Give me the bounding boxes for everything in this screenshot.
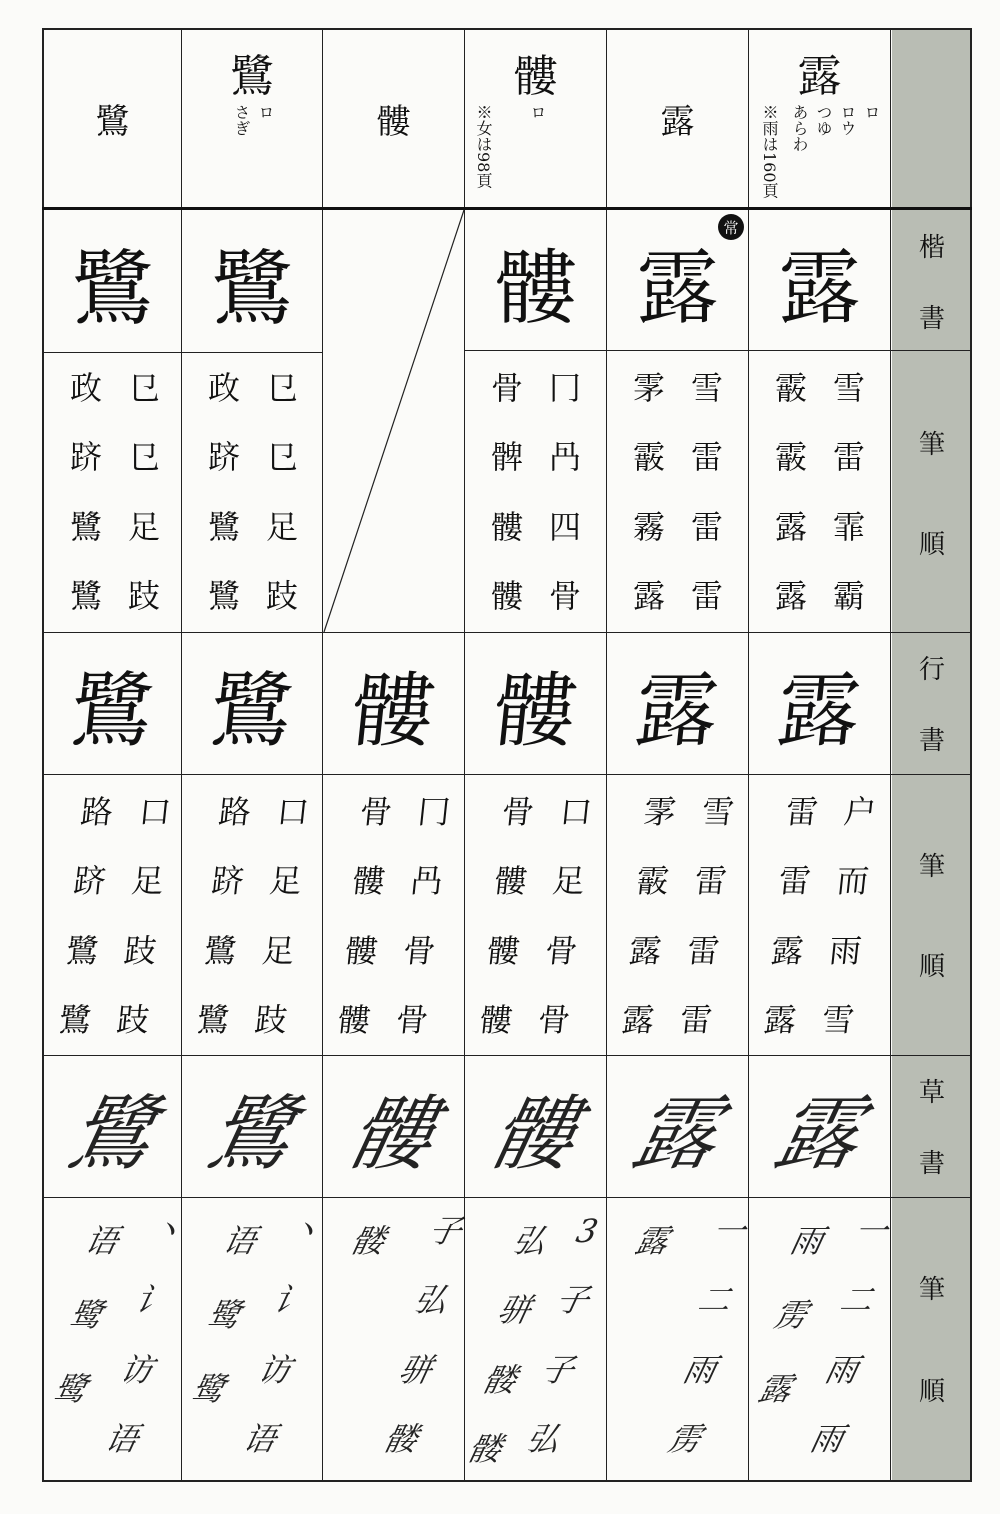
header-col2-kun: さぎ bbox=[232, 104, 251, 136]
stroke-column-kaisho-c5-right bbox=[685, 369, 729, 615]
stroke-step: 露 bbox=[632, 576, 665, 615]
stroke-step: 露 bbox=[631, 1222, 673, 1260]
stroke-step: 㔾 bbox=[127, 369, 160, 407]
header-col3-char: 髏 bbox=[376, 102, 411, 142]
header-col6-kun1: つゆ bbox=[814, 104, 833, 136]
stroke-step: 骈 bbox=[395, 1350, 436, 1389]
stroke-column-gyosho-c6-left bbox=[756, 793, 825, 1039]
stroke-step: 3 bbox=[572, 1212, 602, 1250]
joyo-badge: 常 bbox=[718, 214, 744, 240]
stroke-step: 讠 bbox=[131, 1281, 172, 1320]
sosho-col2: 鷺 bbox=[199, 1086, 302, 1182]
stroke-step: 骨 bbox=[394, 1000, 431, 1039]
stroke-step: 髅 bbox=[380, 1419, 421, 1458]
stroke-step: 雨 bbox=[806, 1419, 847, 1458]
stroke-column-gyosho-c4-right bbox=[530, 793, 599, 1039]
sosho-col4: 髏 bbox=[482, 1086, 586, 1182]
stroke-step: 髅 bbox=[464, 1429, 505, 1468]
stroke-step: 骨 bbox=[401, 931, 438, 970]
diagonal-slash bbox=[322, 210, 465, 633]
stroke-step: 雨 bbox=[821, 1350, 862, 1389]
stroke-step: 弘 bbox=[410, 1281, 451, 1320]
stroke-step: 㔾 bbox=[127, 438, 160, 477]
stroke-step: 雷 bbox=[690, 438, 723, 477]
stroke-step: 冂 bbox=[415, 793, 452, 831]
stroke-step: 露 bbox=[620, 1000, 657, 1039]
header-col4-on: ロ bbox=[528, 104, 547, 120]
stroke-step: 语 bbox=[239, 1419, 280, 1458]
stroke-step: 雷 bbox=[685, 931, 722, 970]
stroke-step: 㔾 bbox=[265, 438, 298, 477]
stroke-step: 鷺 bbox=[202, 931, 239, 970]
stroke-step: 雨 bbox=[827, 931, 864, 970]
gyosho-col2: 鷺 bbox=[205, 663, 298, 759]
label-hitsujun-2: 筆 順 bbox=[918, 851, 945, 983]
stroke-step: 髏 bbox=[336, 1000, 373, 1039]
stroke-step: 访 bbox=[116, 1350, 157, 1389]
label-gyosho: 行 書 bbox=[918, 655, 945, 756]
stroke-step: 二 bbox=[694, 1281, 735, 1320]
gyosho-col3: 髏 bbox=[346, 663, 439, 759]
stroke-step: 雨 bbox=[786, 1222, 827, 1260]
stroke-step: 露 bbox=[774, 507, 807, 546]
stroke-step: 鹭 bbox=[65, 1296, 107, 1334]
header-col6-char: 露 bbox=[797, 51, 842, 102]
header-col6-kun2: あらわ bbox=[790, 104, 809, 152]
stroke-step: 冂 bbox=[548, 369, 581, 407]
header-col6-on2: ロウ bbox=[838, 104, 857, 136]
stroke-step: 骈 bbox=[494, 1291, 535, 1330]
stroke-step: 冎 bbox=[548, 438, 581, 477]
stroke-step: 骨 bbox=[357, 793, 394, 831]
stroke-step: 雷 bbox=[776, 862, 813, 901]
stroke-step: 讠 bbox=[269, 1281, 310, 1320]
stroke-step: 足 bbox=[127, 507, 160, 546]
stroke-step: 露 bbox=[769, 931, 806, 970]
stroke-step: 路 bbox=[78, 793, 115, 831]
stroke-step: 骨 bbox=[543, 931, 580, 970]
header-col4-char: 髏 bbox=[513, 51, 558, 102]
kaisho-col5: 露 bbox=[636, 240, 719, 336]
stroke-column-gyosho-c5-left bbox=[614, 793, 683, 1039]
sosho-col1: 鷺 bbox=[59, 1086, 163, 1182]
kaisho-col1: 鷺 bbox=[71, 241, 154, 337]
stroke-column-gyosho-c6-right bbox=[814, 793, 883, 1039]
stroke-step: 雳 bbox=[770, 1296, 812, 1334]
stroke-step: 跻 bbox=[207, 438, 240, 477]
stroke-step: 㔾 bbox=[265, 369, 298, 407]
header-col2-char: 鷺 bbox=[230, 51, 274, 102]
header-col5-char: 露 bbox=[660, 102, 695, 142]
stroke-step: 子 bbox=[537, 1350, 578, 1389]
stroke-step: 雨 bbox=[679, 1350, 720, 1389]
sosho-col5: 露 bbox=[624, 1086, 728, 1182]
stroke-step: 髀 bbox=[490, 438, 523, 477]
stroke-step: 跂 bbox=[253, 1000, 290, 1039]
stroke-column-gyosho-c5-right bbox=[672, 793, 741, 1039]
stroke-step: 骨 bbox=[490, 369, 523, 407]
stroke-step: 跻 bbox=[69, 438, 102, 477]
stroke-step: 鷺 bbox=[207, 576, 240, 615]
stroke-step: 访 bbox=[254, 1350, 295, 1389]
stroke-step: 雷 bbox=[783, 793, 820, 831]
stroke-step: 一 bbox=[709, 1212, 750, 1250]
stroke-step: 四 bbox=[548, 507, 581, 546]
stroke-column-sosho-c3-left bbox=[337, 1222, 394, 1285]
stroke-step: 二 bbox=[836, 1281, 877, 1320]
stroke-step: 足 bbox=[129, 862, 166, 901]
stroke-column-gyosho-c1-right bbox=[109, 793, 178, 1039]
stroke-step: 雺 bbox=[641, 793, 678, 831]
stroke-column-sosho-c3-right bbox=[375, 1212, 470, 1458]
stroke-step: 霰 bbox=[632, 438, 665, 477]
stroke-step: 雷 bbox=[690, 507, 723, 546]
stroke-step: 政 bbox=[69, 369, 102, 407]
header-col6-on1: ロ bbox=[862, 104, 881, 120]
stroke-column-kaisho-c5-left bbox=[627, 369, 671, 615]
stroke-column-kaisho-c4-left bbox=[485, 369, 529, 615]
stroke-step: 露 bbox=[627, 931, 664, 970]
stroke-step: 足 bbox=[260, 931, 297, 970]
stroke-column-kaisho-c4-right bbox=[543, 369, 587, 615]
stroke-step: 雳 bbox=[664, 1419, 705, 1458]
stroke-step: 霸 bbox=[832, 576, 865, 615]
stroke-step: 露 bbox=[762, 1000, 799, 1039]
stroke-step: 语 bbox=[101, 1419, 142, 1458]
stroke-step: 弘 bbox=[509, 1222, 550, 1260]
header-col2-on: ロ bbox=[256, 104, 275, 120]
stroke-step: 雪 bbox=[690, 369, 723, 407]
stroke-step: 髏 bbox=[343, 931, 380, 970]
stroke-step: 髏 bbox=[485, 931, 522, 970]
stroke-step: 路 bbox=[216, 793, 253, 831]
stroke-step: 雷 bbox=[678, 1000, 715, 1039]
stroke-step: 霰 bbox=[774, 369, 807, 407]
label-hitsujun-3: 筆 順 bbox=[918, 1275, 945, 1407]
stroke-step: 鷺 bbox=[195, 1000, 232, 1039]
stroke-step: 髅 bbox=[347, 1222, 389, 1260]
stroke-step: 髅 bbox=[479, 1360, 520, 1399]
stroke-step: 丶 bbox=[146, 1212, 187, 1250]
header-col6-note: ※雨は160頁 bbox=[760, 104, 779, 199]
stroke-step: 口 bbox=[274, 793, 311, 831]
stroke-step: 鷺 bbox=[57, 1000, 94, 1039]
stroke-step: 雪 bbox=[832, 369, 865, 407]
stroke-step: 鹭 bbox=[203, 1296, 245, 1334]
stroke-step: 弘 bbox=[522, 1419, 563, 1458]
stroke-step: 鷺 bbox=[69, 507, 102, 546]
stroke-step: 雷 bbox=[692, 862, 729, 901]
stroke-step: 子 bbox=[552, 1281, 593, 1320]
stroke-step: 霰 bbox=[774, 438, 807, 477]
stroke-column-gyosho-c2-right bbox=[247, 793, 316, 1039]
stroke-step: 骨 bbox=[548, 576, 581, 615]
stroke-step: 口 bbox=[557, 793, 594, 831]
stroke-step: 霰 bbox=[634, 862, 671, 901]
stroke-step: 跂 bbox=[115, 1000, 152, 1039]
stroke-step: 髏 bbox=[490, 507, 523, 546]
stroke-column-kaisho-c1-right bbox=[122, 369, 166, 615]
stroke-column-kaisho-c6-right bbox=[827, 369, 871, 615]
label-hitsujun-1: 筆 順 bbox=[918, 429, 945, 560]
stroke-column-kaisho-c1-left bbox=[64, 369, 108, 615]
stroke-column-kaisho-c2-right bbox=[260, 369, 304, 615]
stroke-step: 跻 bbox=[71, 862, 108, 901]
kaisho-col4: 髏 bbox=[494, 240, 577, 336]
label-kaisho: 楷 書 bbox=[918, 233, 945, 334]
stroke-step: 户 bbox=[841, 793, 878, 831]
kaisho-col6: 露 bbox=[778, 240, 861, 336]
label-sosho: 草 書 bbox=[918, 1078, 945, 1179]
stroke-step: 髏 bbox=[490, 576, 523, 615]
gyosho-col1: 鷺 bbox=[65, 663, 158, 759]
stroke-step: 鹭 bbox=[50, 1370, 91, 1408]
stroke-step: 一 bbox=[851, 1212, 892, 1250]
stroke-column-gyosho-c3-left bbox=[330, 793, 399, 1039]
gyosho-col4: 髏 bbox=[488, 663, 581, 759]
stroke-column-kaisho-c2-left bbox=[202, 369, 246, 615]
stroke-step: 鷺 bbox=[207, 507, 240, 546]
stroke-step: 露 bbox=[774, 576, 807, 615]
stroke-step: 霏 bbox=[832, 507, 865, 546]
kaisho-col2: 鷺 bbox=[210, 241, 293, 337]
stroke-step: 髏 bbox=[478, 1000, 515, 1039]
stroke-step: 鷺 bbox=[64, 931, 101, 970]
stroke-step: 跂 bbox=[127, 576, 160, 615]
stroke-step: 鹭 bbox=[188, 1370, 229, 1408]
stroke-step: 丶 bbox=[284, 1212, 325, 1250]
stroke-column-gyosho-c1-left bbox=[51, 793, 120, 1039]
stroke-step: 骨 bbox=[536, 1000, 573, 1039]
stroke-column-sosho-c5-left bbox=[621, 1222, 678, 1285]
stroke-step: 雺 bbox=[632, 369, 665, 407]
stroke-step: 口 bbox=[136, 793, 173, 831]
stroke-column-kaisho-c6-left bbox=[769, 369, 813, 615]
stroke-step: 髏 bbox=[350, 862, 387, 901]
header-col4-note: ※女は98頁 bbox=[474, 104, 493, 189]
gyosho-col5: 露 bbox=[630, 663, 723, 759]
stroke-step: 雷 bbox=[832, 438, 865, 477]
stroke-step: 跻 bbox=[209, 862, 246, 901]
stroke-step: 雪 bbox=[820, 1000, 857, 1039]
gyosho-col6: 露 bbox=[772, 663, 865, 759]
stroke-column-gyosho-c2-left bbox=[189, 793, 258, 1039]
stroke-step: 足 bbox=[550, 862, 587, 901]
stroke-step: 霧 bbox=[632, 507, 665, 546]
stroke-step: 露 bbox=[755, 1370, 796, 1408]
sosho-col6: 露 bbox=[766, 1086, 870, 1182]
stroke-column-gyosho-c3-right bbox=[388, 793, 457, 1039]
stroke-step: 雪 bbox=[699, 793, 736, 831]
stroke-step: 语 bbox=[81, 1222, 122, 1260]
stroke-step: 髏 bbox=[492, 862, 529, 901]
stroke-step: 足 bbox=[265, 507, 298, 546]
stroke-step: 语 bbox=[219, 1222, 260, 1260]
stroke-step: 冎 bbox=[408, 862, 445, 901]
stroke-step: 跂 bbox=[265, 576, 298, 615]
stroke-step: 骨 bbox=[499, 793, 536, 831]
stroke-step: 政 bbox=[207, 369, 240, 407]
stroke-column-sosho-c5-right bbox=[659, 1212, 754, 1458]
header-col1-char: 鷺 bbox=[95, 102, 130, 142]
stroke-step: 雷 bbox=[690, 576, 723, 615]
stroke-step: 而 bbox=[834, 862, 871, 901]
stroke-step: 跂 bbox=[122, 931, 159, 970]
stroke-step: 鷺 bbox=[69, 576, 102, 615]
stroke-column-gyosho-c4-left bbox=[472, 793, 541, 1039]
stroke-step: 子 bbox=[425, 1212, 466, 1250]
stroke-step: 足 bbox=[267, 862, 304, 901]
sosho-col3: 髏 bbox=[340, 1086, 444, 1182]
